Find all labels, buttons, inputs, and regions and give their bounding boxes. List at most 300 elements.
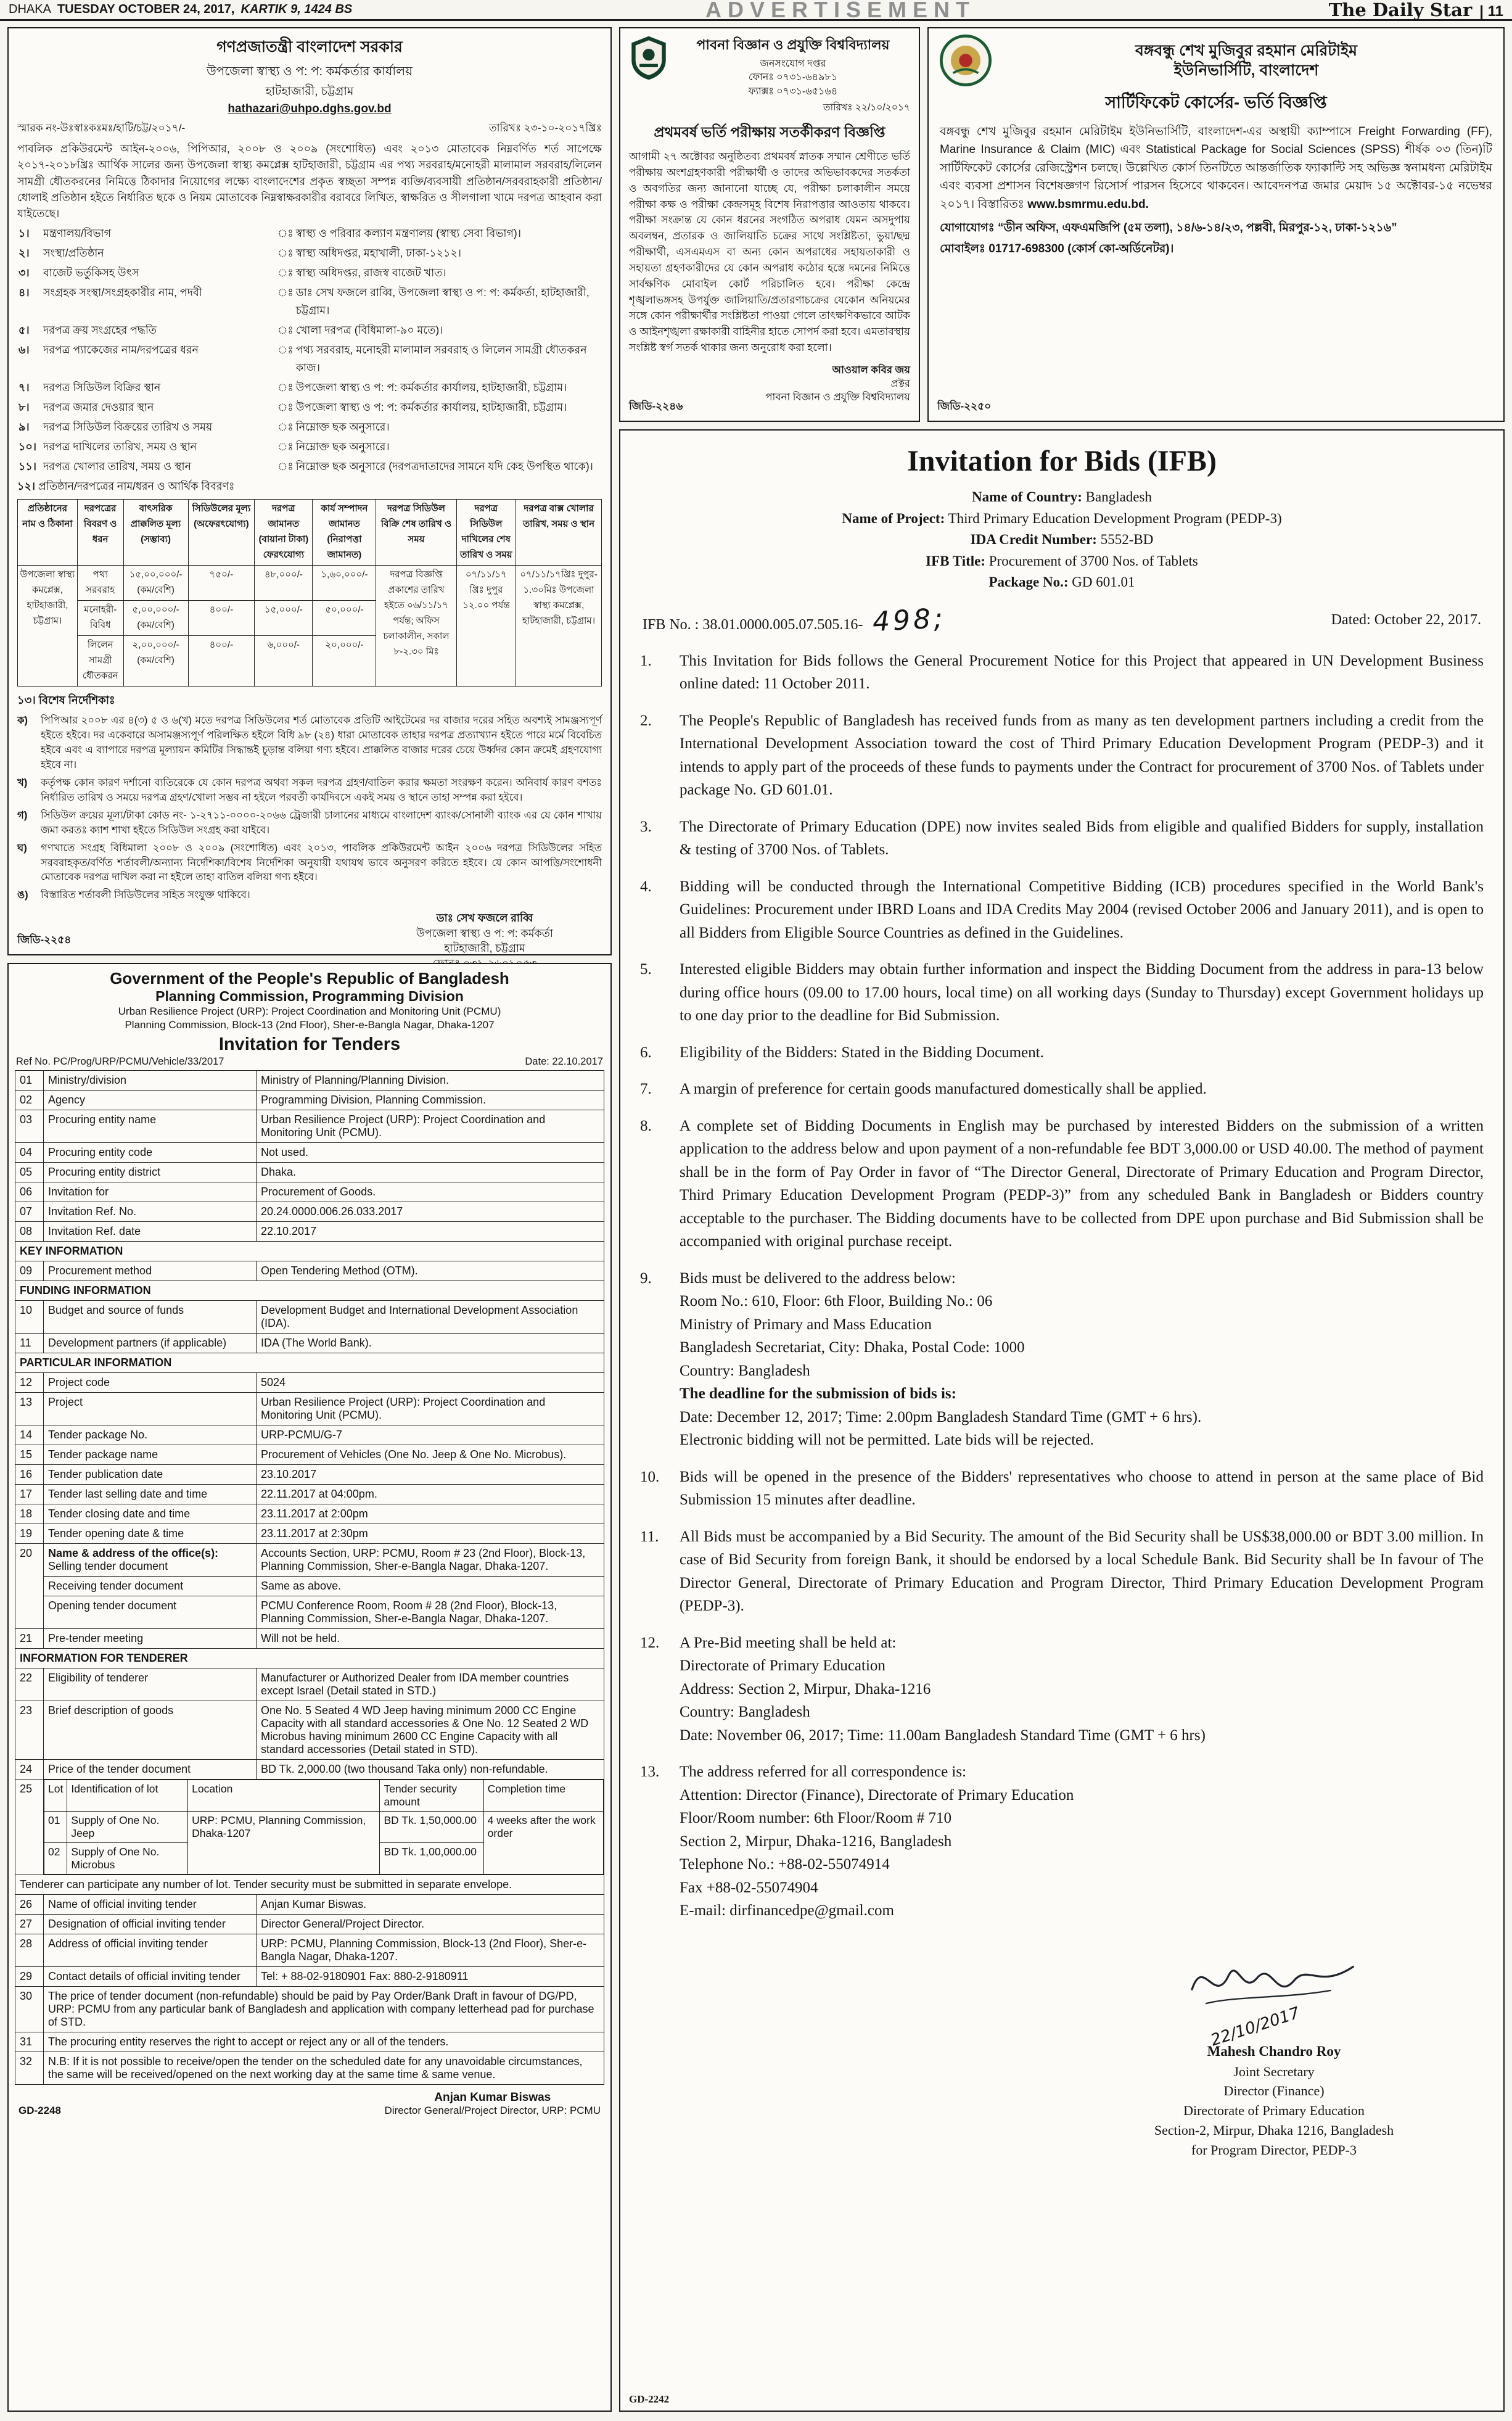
lot-location: URP: PCMU, Planning Commission, Dhaka-1207 bbox=[188, 1812, 380, 1875]
page-number: | 11 bbox=[1479, 2, 1503, 20]
signatory-line: উপজেলা স্বাস্থ্য ও প: প: কর্মকর্তা bbox=[416, 926, 553, 939]
row-number: 27 bbox=[15, 1915, 44, 1934]
signatory-name: আওয়াল কবির জয় bbox=[832, 364, 910, 376]
notice-title: সার্টিফিকেট কোর্সের- ভর্তি বিজ্ঞপ্তি bbox=[1105, 93, 1327, 112]
bsmrmu-header-text bbox=[1000, 41, 1492, 81]
row-label: Tender closing date and time bbox=[44, 1504, 257, 1524]
list-item bbox=[17, 225, 602, 244]
lot-ident: Supply of One No. Microbus bbox=[67, 1843, 188, 1875]
list-item bbox=[17, 438, 602, 458]
row-label: Designation of official inviting tender bbox=[44, 1915, 257, 1934]
offices-label: Name & address of the office(s): bbox=[48, 1547, 219, 1560]
meta-value: 5552-BD bbox=[1100, 532, 1154, 547]
row-value: Urban Resilience Project (URP): Project Coordination and Monitoring Unit (PCMU). bbox=[257, 1110, 604, 1143]
row-label: Tender opening date & time bbox=[44, 1524, 257, 1544]
column-header: বাৎসরিক প্রাক্কলিত মূল্য (সম্ভাব্য) bbox=[123, 500, 188, 566]
row-value: 23.11.2017 at 2:00pm bbox=[257, 1504, 604, 1524]
notice-body bbox=[940, 123, 1492, 213]
table-row bbox=[15, 1425, 604, 1445]
signatory-line: Joint Secretary bbox=[1233, 2063, 1315, 2079]
invitation-for-tenders bbox=[7, 963, 612, 2412]
signatory-name: ডাঃ সেখ ফজলে রাব্বি bbox=[436, 912, 533, 925]
paragraph-number: 11. bbox=[640, 1528, 659, 1545]
row-number: 01 bbox=[15, 1071, 44, 1091]
paper-name: The Daily Star bbox=[1328, 0, 1473, 20]
note-text: পিপিআর ২০০৮ এর ৪(৩) ৫ ও ৬(খ) মতে দরপত্র সিডিউলের শর্ত মোতাবেক প্রতিটি আইটেমের দর বাজার দরের সহিত অবশ্যই সামঞ্জস্যপূর্ণ হইতে হইবে। দর একেবারে অসামঞ্জস্যপূর্ণ পরিলক্ষিত হইলে বিধি ৯৮ (২৪) ধারা মোতাবেক তাহার দরপত্র প্রত্যাখ্যান হইতে পারে মর্মে বিবেচিত হইবে এবং এ ব্যাপারে দরপত্র মূল্যায়ন কমিটির সিদ্ধান্তই চূড়ান্ত বলিয়া গণ্য হইবে। প্রাক্কলিত বাজার দরের চেয়ে উর্ধ্বদর কোন ক্রমেই গ্রহণযোগ্য হইবে না। bbox=[41, 715, 602, 771]
column-header: Lot bbox=[44, 1780, 67, 1812]
row-value: Programming Division, Planning Commission. bbox=[257, 1091, 604, 1110]
row-label: Tender publication date bbox=[44, 1465, 257, 1485]
table-row bbox=[15, 1222, 604, 1242]
row-label: Contact details of official inviting tender bbox=[44, 1967, 257, 1987]
advertisement-banner: ADVERTISEMENT bbox=[705, 0, 976, 22]
hathazari-tender-notice bbox=[7, 27, 612, 955]
column-header: Completion time bbox=[483, 1780, 603, 1812]
tender-schedule-table bbox=[17, 499, 602, 687]
officials-rows bbox=[15, 1895, 604, 1987]
schedule-header-row bbox=[18, 500, 602, 566]
item-label: দরপত্র ক্রয় সংগ্রহের পদ্ধতি bbox=[43, 323, 157, 336]
row-value: Tel: + 88-02-9180901 Fax: 880-2-9180911 bbox=[257, 1967, 604, 1987]
paragraph-text: The Directorate of Primary Education (DPE) now invites sealed Bids from eligible and qualified Bidders for supply, installation & testing of 3700 Nos. of Tablets. bbox=[680, 818, 1484, 858]
table-row bbox=[15, 1445, 604, 1465]
item-number: ৮। bbox=[18, 400, 30, 413]
paragraph-text: This Invitation for Bids follows the General Procurement Notice for this Project that appeared in UN Development Business online dated: 11 October 2011. bbox=[680, 652, 1484, 692]
bsmrmu-header bbox=[940, 35, 1492, 86]
section-title: Invitation for Tenders bbox=[218, 1034, 401, 1055]
address-line: Country: Bangladesh bbox=[680, 1704, 810, 1720]
column-header: কার্য সম্পাদন জামানত (নিরাপত্তা জামানত) bbox=[313, 500, 376, 566]
section-header-row bbox=[15, 1281, 604, 1301]
deadline-line: Electronic bidding will not be permitted. Late bids will be rejected. bbox=[680, 1432, 1095, 1448]
row-number: 06 bbox=[15, 1182, 44, 1202]
row-number: 31 bbox=[15, 2032, 44, 2052]
row-label: Agency bbox=[44, 1091, 257, 1110]
paragraph bbox=[640, 1466, 1484, 1512]
tenderer-info-rows bbox=[15, 1668, 604, 1780]
item-number: ৩। bbox=[18, 266, 30, 279]
contact-address: “ডীন অফিস, এফএমজিপি (৫ম তলা), ১৪/৬-১৪/২৩, পল্লবী, মিরপুর-১২, ঢাকা-১২১৬” bbox=[998, 221, 1397, 235]
table-row bbox=[15, 1544, 604, 1577]
item-value: পথ্য সরবরাহ, মনোহরী মালামাল সরবরাহ ও লিলেন সামগ্রী ধৌতকরন কাজ। bbox=[295, 343, 587, 374]
list-item bbox=[17, 341, 602, 379]
section-header-row bbox=[15, 1353, 604, 1373]
row-number: 30 bbox=[15, 1987, 44, 2032]
row-number: 19 bbox=[15, 1524, 44, 1544]
item-number: ১১। bbox=[18, 460, 36, 472]
paragraph-text: Interested eligible Bidders may obtain further information and inspect the Bidding Document from the address in para-13 below during office hours (09.00 to 17.00 hours, local time) on all working days (Sunday to Thursday) except Government holidays up to one day prior to the deadline for Bid Submission. bbox=[680, 961, 1484, 1024]
row-label: Tender package name bbox=[44, 1445, 257, 1465]
notice-body: আগামী ২৭ অক্টোবর অনুষ্ঠিতব্য প্রথমবর্ষ স্নাতক সম্মান শ্রেণীতে ভর্তি পরীক্ষায় অংশগ্রহণকারী পরীক্ষার্থী ও তাদের অভিভাবকদের সতর্কতা ও অবগতির জন্য জানানো যাচ্ছে যে, পরীক্ষা চলাকালীন সময়ে পরীক্ষা কক্ষ ও পরীক্ষা কেন্দ্রসমূহ বিশেষ নিরাপত্তার আওতায় থাকবে। পরীক্ষা সংক্রান্ত যে কোন ধরনের সংগঠিত অপরাধ যেমন অসদুপায় অবলম্বন, প্রতারক ও জালিয়াতি চক্রের সাথে সংশ্লিষ্টতা, ভুয়া/ছদ্ম পরীক্ষার্থী, এসএমএস বা অন্য কোন অপরাধের সহায়তাকারী ও সহায়তা গ্রহণকারীদের যে কোন অপরাধ কঠোর হস্তে দমনের নিমিত্তে সার্বক্ষণিক মোবাইল কোর্ট পরিচালিত হবে। পরীক্ষা কেন্দ্রে শৃঙ্খলাভঙ্গসহ উপর্যুক্ত জালিয়াতি/প্রতারণাচক্রের যেকোন অনিয়মের সঙ্গে কোন পরীক্ষার্থীর সংশ্লিষ্টতা পাওয়া গেলে তাৎক্ষণিকভাবে আটক ও আইনশৃঙ্খলা রক্ষাকারী বাহিনীর হাতে সোপর্দ করা হবে। এমতাবস্থায় সংশ্লিষ্ট স্বর্গ সতর্ক থাকার জন্য অনুরোধ করা হলো। bbox=[629, 151, 910, 354]
row-value: 20.24.0000.006.26.033.2017 bbox=[257, 1202, 604, 1222]
item-number: ৬। bbox=[18, 343, 30, 356]
column-header: দরপত্র বাক্স খোলার তারিখ, সময় ও স্থান bbox=[516, 500, 602, 566]
table-row bbox=[15, 1780, 604, 1875]
sell-last-cell: দরপত্র বিজ্ঞপ্তি প্রকাশের তারিখ হইতে ০৬/১১/১৭ পর্যন্ত; অফিস চলাকালীন, সকাল ৮-২.৩০ মিঃ bbox=[376, 566, 456, 687]
row-number: 11 bbox=[15, 1334, 44, 1353]
row-value: URP-PCMU/G-7 bbox=[257, 1425, 604, 1445]
section-header: KEY INFORMATION bbox=[15, 1242, 604, 1261]
row-number: 32 bbox=[15, 2052, 44, 2085]
signatory-line: Director (Finance) bbox=[1223, 2083, 1325, 2099]
item-separator: ঃ bbox=[277, 440, 294, 453]
org-cell: উপজেলা স্বাস্থ্য কমপ্লেক্স, হাটহাজারী, চট্টগ্রাম। bbox=[18, 566, 78, 687]
table-row bbox=[15, 1485, 604, 1504]
note-letter: খ) bbox=[17, 777, 28, 788]
row-number: 15 bbox=[15, 1445, 44, 1465]
row-number: 14 bbox=[15, 1425, 44, 1445]
signatory-name: Anjan Kumar Biswas bbox=[434, 2091, 551, 2105]
pabna-university-notice bbox=[619, 27, 920, 422]
meta-label: Name of Country: bbox=[972, 489, 1082, 505]
cell: মনোহরী-বিবিধ bbox=[77, 601, 123, 636]
meta-line bbox=[640, 487, 1484, 508]
table-row bbox=[15, 1163, 604, 1182]
item-label: সংস্থা/প্রতিষ্ঠান bbox=[43, 246, 104, 259]
item-separator: ঃ bbox=[277, 400, 294, 413]
row-number: 12 bbox=[15, 1373, 44, 1393]
reference-line bbox=[16, 1056, 603, 1068]
column-header: Identification of lot bbox=[67, 1780, 188, 1812]
row-number: 07 bbox=[15, 1202, 44, 1222]
signature-block bbox=[374, 910, 596, 971]
signature-block bbox=[385, 2091, 601, 2117]
item-number: ৫। bbox=[18, 323, 30, 336]
list-item bbox=[17, 264, 602, 284]
table-row bbox=[15, 2052, 604, 2085]
memo-line bbox=[17, 120, 602, 138]
cell: লিলেন সামগ্রী ধৌতকরন bbox=[77, 636, 123, 687]
item-value: নিম্নোক্ত ছক অনুসারে। bbox=[295, 440, 390, 453]
lots-header-row bbox=[44, 1780, 604, 1812]
address-line: Directorate of Primary Education bbox=[680, 1657, 885, 1674]
office-email: hathazari@uhpo.dghs.gov.bd bbox=[228, 102, 392, 115]
lot-number: 02 bbox=[44, 1843, 67, 1875]
prebid-meeting-address bbox=[640, 1654, 1484, 1747]
cell: ৪০০/- bbox=[188, 636, 255, 687]
row-number: 08 bbox=[15, 1222, 44, 1242]
row-number: 04 bbox=[15, 1143, 44, 1163]
row-value: 5024 bbox=[257, 1373, 604, 1393]
paragraph-number: 6. bbox=[640, 1044, 652, 1061]
phone-line: ফোনঃ ০৭৩১-৬৪৯৮১ bbox=[748, 72, 838, 83]
item-separator: ঃ bbox=[277, 226, 294, 239]
column-header: সিডিউলের মূল্য (অফেরৎযোগ্য) bbox=[188, 500, 255, 566]
table-row bbox=[15, 1301, 604, 1334]
section-header: PARTICULAR INFORMATION bbox=[15, 1353, 604, 1373]
website-link: www.bsmrmu.edu.bd. bbox=[1027, 197, 1149, 211]
paragraph bbox=[640, 1525, 1484, 1618]
row-label: Project bbox=[44, 1393, 257, 1425]
paragraph-text: Eligibility of the Bidders: Stated in the Bidding Document. bbox=[680, 1044, 1044, 1061]
special-note bbox=[17, 714, 602, 773]
cell: ৬,০০০/- bbox=[255, 636, 313, 687]
row-value: Open Tendering Method (OTM). bbox=[257, 1261, 604, 1281]
table-row bbox=[15, 1524, 604, 1544]
table-row bbox=[15, 1577, 604, 1596]
row-label: Ministry/division bbox=[44, 1071, 257, 1091]
item-value: নিম্নোক্ত ছক অনুসারে। bbox=[295, 420, 390, 433]
university-name-line2: ইউনিভার্সিটি, বাংলাদেশ bbox=[1173, 62, 1319, 79]
meta-value: GD 601.01 bbox=[1072, 574, 1135, 590]
note-text: গণখাতে সংগ্রহ বিধিমালা ২০০৮ ও ২০০৯ (সংশোধিত) এবং ২০১৩, পাবলিক প্রকিউরমেন্ট আইন ২০০৬ দরপত্র সিডিউলের সহিত সরবরাহকৃত/বর্ণিত শর্তাবলী/অন্যান্য নির্দেশিকা/বিশেষ নির্দেশিকা অনুযায়ী যথাযথ ভাবে অনুসরণ করিতে হইবে। যে কোন আপত্তি/সংশোধনী মোতাবেক দরপত্র দাখিল করা না হইলে তাহা বাতিল বলিয়া গণ্য হইবে। bbox=[41, 842, 602, 883]
meta-value: Procurement of 3700 Nos. of Tablets bbox=[988, 553, 1198, 569]
row-value: Procurement of Vehicles (One No. Jeep & One No. Microbus). bbox=[257, 1445, 604, 1465]
masthead bbox=[0, 0, 1512, 21]
row-label: Invitation Ref. No. bbox=[44, 1202, 257, 1222]
notice-body-text: বঙ্গবন্ধু শেখ মুজিবুর রহমান মেরিটাইম ইউনিভার্সিটি, বাংলাদেশ-এর অস্থায়ী ক্যাম্পাসে Freight Forwarding (FF), Marine Insurance & Claim (MIC) এবং Statistical Package for Social Sciences (SPSS) শীর্ষক ০৩ (তিন)টি সার্টিফিকেট কোর্সের রেজিস্ট্রেশন চলছে। উল্লেখিত কোর্স তিনটিতে আন্তর্জাতিক ফ্যাকাল্টি সহ অভিজ্ঞ স্বনামধন্য মেরিটাইম এবং ব্যবসা প্রশাসন বিশেষজ্ঞগণ রিসোর্স পারসন হিসেবে থাকবেন। আবেদনপত্র জমার মেয়াদ ১৫ অক্টোবর-১৫ নভেম্বর ২০১৭। বিস্তারিতঃ bbox=[940, 125, 1492, 211]
paragraph-number: 4. bbox=[640, 878, 652, 895]
address-line: E-mail: dirfinancedpe@gmail.com bbox=[680, 1902, 894, 1919]
row-label: Development partners (if applicable) bbox=[44, 1334, 257, 1353]
signature-date: 22/10/2017 bbox=[1208, 2003, 1302, 2050]
signatory-lines bbox=[1101, 2062, 1447, 2160]
row-label: Eligibility of tenderer bbox=[44, 1668, 257, 1701]
note-text: কর্তৃপক্ষ কোন কারণ দর্শানো ব্যতিরেকে যে কোন দরপত্র অথবা সকল দরপত্র গ্রহণ/বাতিল করার ক্ষমতা সংরক্ষণ করেন। অনিবার্য কারণ বশতঃ নির্ধারিত তারিখ ও সময়ে দরপত্র গ্রহণ/খোলা সম্ভব না হইলে পরবর্তী কার্যদিবসে একই সময় ও স্থানে তাহা সম্পন্ন করা হইবে। bbox=[41, 777, 602, 803]
row-value: BD Tk. 2,000.00 (two thousand Taka only) non-refundable. bbox=[257, 1760, 604, 1780]
row-number: 29 bbox=[15, 1967, 44, 1987]
bid-delivery-address bbox=[640, 1290, 1484, 1382]
table-row bbox=[15, 1393, 604, 1425]
table-row bbox=[15, 1629, 604, 1649]
govt-title: Government of the People's Republic of Bangladesh bbox=[110, 969, 509, 988]
paragraph bbox=[640, 815, 1484, 862]
item-label: দরপত্র জমার দেওয়ার স্থান bbox=[43, 400, 154, 413]
table-row bbox=[18, 566, 602, 601]
masthead-dateline bbox=[9, 2, 352, 17]
paragraph-text: A Pre-Bid meeting shall be held at: bbox=[680, 1634, 897, 1651]
list-item-12 bbox=[17, 479, 602, 497]
meta-line bbox=[640, 572, 1484, 593]
row-value: 23.10.2017 bbox=[257, 1465, 604, 1485]
meta-label: Name of Project: bbox=[842, 510, 945, 526]
item-label: সংগ্রহক সংস্থা/সংগ্রহকারীর নাম, পদবী bbox=[43, 286, 202, 299]
general-info-rows bbox=[15, 1071, 604, 1242]
item-separator: ঃ bbox=[277, 381, 294, 394]
lots-note: Tenderer can participate any number of lot. Tender security must be submitted in separate envelope. bbox=[15, 1875, 604, 1895]
item-value: স্বাস্থ্য ও পরিবার কল্যাণ মন্ত্রণালয় (স্বাস্থ্য সেবা বিভাগ)। bbox=[295, 226, 521, 239]
paragraph-number: 10. bbox=[640, 1468, 660, 1485]
deadline-heading: The deadline for the submission of bids is: bbox=[680, 1385, 956, 1402]
invitation-for-bids bbox=[619, 429, 1505, 2412]
column-header: প্রতিষ্ঠানের নাম ও ঠিকানা bbox=[18, 500, 78, 566]
row-value: 23.11.2017 at 2:30pm bbox=[257, 1524, 604, 1544]
submit-last-cell: ০৭/১১/১৭ খ্রিঃ দুপুর ১২.০০ পর্যন্ত bbox=[456, 566, 516, 687]
paragraph-number: 2. bbox=[640, 712, 652, 729]
cell: ৫০,০০০/- bbox=[313, 601, 376, 636]
note-letter: ঘ) bbox=[17, 842, 27, 854]
bsmrmu-logo bbox=[940, 35, 992, 86]
table-row bbox=[15, 1596, 604, 1629]
item-label: মন্ত্রণালয়/বিভাগ bbox=[43, 226, 112, 239]
note-letter: গ) bbox=[17, 809, 28, 821]
row-label: Tender package No. bbox=[44, 1425, 257, 1445]
deadline-line: Date: December 12, 2017; Time: 2.00pm Bangladesh Standard Time (GMT + 6 hrs). bbox=[680, 1408, 1202, 1425]
row-value: Same as above. bbox=[257, 1577, 604, 1596]
cell: ৪০০/- bbox=[188, 601, 255, 636]
paragraph-text: All Bids must be accompanied by a Bid Security. The amount of the Bid Security shall be US$38,000.00 or BDT 3.00 million. In case of Bid Security from foreign Bank, it should be endorsed by a local Schedule Bank. Bid Security shall be In favour of The Director General, Directorate of Primary Education and Program Director, Third Primary Education Development Program (PEDP-3). bbox=[680, 1528, 1484, 1614]
fax-line: ফ্যাক্সঃ ০৭৩১-৬৫১৬৪ bbox=[748, 86, 838, 97]
meta-label: IDA Credit Number: bbox=[970, 532, 1097, 547]
row-number: 18 bbox=[15, 1504, 44, 1524]
ifb-paragraphs-1 bbox=[640, 650, 1484, 1253]
section-header: INFORMATION FOR TENDERER bbox=[15, 1649, 604, 1668]
university-name-line1: বঙ্গবন্ধু শেখ মুজিবুর রহমান মেরিটাইম bbox=[1135, 41, 1358, 59]
notice-intro: পাবলিক প্রকিউরমেন্ট আইন-২০০৬, পিপিআর, ২০০৮ ও ২০০৯ (সংশোধিত) এবং ২০১৩ মোতাবেক নিম্নবর্ণিত শর্ত সাপেক্ষে ২০১৭-২০১৮খ্রিঃ আর্থিক সালের জন্য উপজেলা স্বাস্থ্য কমপ্লেক্স হাটহাজারী, চট্টগ্রাম এর পথ্য সরবরাহ/মনোহরী মালামাল সরবরাহ/লিলেন সামগ্রী ধৌতকরনের নিমিত্তে ঠিকাদার নিয়োগের লক্ষ্যে বাংলাদেশের প্রকৃত স্বচ্ছতা সম্পন্ন ব্যক্তি/ব্যবসায়ী প্রতিষ্ঠান/সরবরাহকারী প্রতিষ্ঠান/ধোলাই প্রতিষ্ঠান হইতে নির্ধারিত ছকে ও নিয়ম মোতাবেক নিম্নস্বাক্ষরকারীর বরাবরে লিখিত, স্বাক্ষরিত ও সীলগালা খামে দরপত্র আহবান করা যাইতেছে। bbox=[17, 142, 602, 220]
memo-number: স্মারক নং-উঃস্বাঃকঃমঃ/হাটি/চট্ট/২০১৭/- bbox=[17, 122, 186, 134]
table-row bbox=[15, 1668, 604, 1701]
item-label: বিশেষ নির্দেশিকাঃ bbox=[38, 694, 115, 707]
funding-info-rows bbox=[15, 1301, 604, 1353]
row-number: 13 bbox=[15, 1393, 44, 1425]
bengali-date-label: KARTIK 9, 1424 BS bbox=[240, 2, 353, 16]
column-header: Location bbox=[188, 1780, 380, 1812]
paragraph bbox=[640, 709, 1484, 802]
correspondence-address bbox=[640, 1784, 1484, 1923]
paragraph bbox=[640, 1267, 1484, 1290]
list-item bbox=[17, 418, 602, 438]
paragraph-text: Bidding will be conducted through the International Competitive Bidding (ICB) procedures specified in the World Bank's Guidelines: Procurement under IBRD Loans and IDA Credits May 2004 (revised October 2006 and January 2011), and is open to all Bidders from Eligible Source Countries as defined in the Guidelines. bbox=[680, 878, 1484, 941]
notice-title: প্রথমবর্ষ ভর্তি পরীক্ষায় সতর্কীকরণ বিজ্ঞপ্তি bbox=[654, 124, 885, 141]
meta-line bbox=[640, 529, 1484, 551]
item-number: ৭। bbox=[18, 381, 30, 394]
row-label: Pre-tender meeting bbox=[44, 1629, 257, 1649]
department-name: জনসংযোগ দপ্তর bbox=[760, 59, 826, 69]
item-separator: ঃ bbox=[277, 420, 294, 433]
cell: ১,৬০,০০০/- bbox=[313, 566, 376, 601]
contact-block bbox=[940, 220, 1492, 237]
item-label: দরপত্র সিডিউল বিক্রির স্থান bbox=[43, 381, 161, 394]
cell: ৭৫০/- bbox=[188, 566, 255, 601]
special-notes bbox=[17, 714, 602, 903]
sub-label: Opening tender document bbox=[44, 1596, 257, 1629]
row-label: Procuring entity name bbox=[44, 1110, 257, 1143]
row-number: 10 bbox=[15, 1301, 44, 1334]
project-subtitle: Urban Resilience Project (URP): Project Coordination and Monitoring Unit (PCMU) bbox=[118, 1005, 501, 1017]
meta-label: Package No.: bbox=[988, 574, 1069, 590]
row-label: Name of official inviting tender bbox=[44, 1895, 257, 1915]
office-name: উপজেলা স্বাস্থ্য ও প: প: কর্মকর্তার কার্যালয় bbox=[207, 65, 413, 78]
tender-footer bbox=[15, 2091, 604, 2117]
paragraph-number: 3. bbox=[640, 818, 652, 835]
lots-table bbox=[44, 1780, 604, 1875]
section-header-row bbox=[15, 1242, 604, 1261]
table-row bbox=[15, 1895, 604, 1915]
row-value: PCMU Conference Room, Room # 28 (2nd Floor), Block-13, Planning Commission, Sher-e-Bangla Nagar, Dhaka-1207. bbox=[257, 1596, 604, 1629]
paragraph-text: A margin of preference for certain goods manufactured domestically shall be applied. bbox=[680, 1081, 1207, 1097]
address-line: Address: Section 2, Mirpur, Dhaka-1216 bbox=[680, 1680, 931, 1697]
section-header: FUNDING INFORMATION bbox=[15, 1281, 604, 1301]
special-note bbox=[17, 888, 602, 903]
top-right-row bbox=[619, 27, 1505, 422]
item-label: দরপত্র সিডিউল বিক্রয়ের তারিখ ও সময় bbox=[43, 420, 213, 433]
row-number: 22 bbox=[15, 1668, 44, 1701]
lot-security: BD Tk. 1,50,000.00 bbox=[380, 1812, 483, 1843]
deadline-lines bbox=[640, 1406, 1484, 1452]
division-title: Planning Commission, Programming Division bbox=[155, 988, 464, 1004]
footnote-rows bbox=[15, 1987, 604, 2085]
row-label: Procuring entity code bbox=[44, 1143, 257, 1163]
ifb-paragraphs-2 bbox=[640, 1466, 1484, 1618]
item-separator: ঃ bbox=[277, 460, 294, 472]
ifb-number bbox=[643, 604, 952, 636]
table-row bbox=[15, 1915, 604, 1934]
address-subtitle: Planning Commission, Block-13 (2nd Floor), Sher-e-Bangla Nagar, Dhaka-1207 bbox=[125, 1019, 495, 1031]
item-separator: ঃ bbox=[277, 286, 294, 299]
ref-date: Date: 22.10.2017 bbox=[525, 1056, 603, 1068]
handwritten-signature bbox=[1172, 1950, 1376, 2018]
signature-block bbox=[1101, 1950, 1447, 2160]
row-label: Price of the tender document bbox=[44, 1760, 257, 1780]
row-number: 26 bbox=[15, 1895, 44, 1915]
item-value: উপজেলা স্বাস্থ্য ও প: প: কর্মকর্তার কার্যালয়, হাটহাজারী, চট্টগ্রাম। bbox=[295, 400, 567, 413]
date-label: TUESDAY OCTOBER 24, 2017, bbox=[57, 2, 235, 16]
row-text: N.B: If it is not possible to receive/open the tender on the scheduled date for any unavoidable circumstances, the same will be received/opened on the next working day at the same time & same venue. bbox=[44, 2052, 604, 2085]
row-value: Development Budget and International Development Association (IDA). bbox=[257, 1301, 604, 1334]
row-value: 22.11.2017 at 04:00pm. bbox=[257, 1485, 604, 1504]
cell: ১৫,০০০/- bbox=[255, 601, 313, 636]
row-number: 23 bbox=[15, 1701, 44, 1760]
signatory-org: পাবনা বিজ্ঞান ও প্রযুক্তি বিশ্ববিদ্যালয় bbox=[765, 392, 910, 403]
table-row bbox=[15, 1465, 604, 1485]
row-number: 09 bbox=[15, 1261, 44, 1281]
ref-number: Ref No. PC/Prog/URP/PCMU/Vehicle/33/2017 bbox=[16, 1056, 224, 1068]
table-row bbox=[15, 1091, 604, 1110]
special-note bbox=[17, 841, 602, 886]
row-value: Ministry of Planning/Planning Division. bbox=[257, 1071, 604, 1091]
row-label: Tender last selling date and time bbox=[44, 1485, 257, 1504]
meta-line bbox=[640, 551, 1484, 572]
row-value: IDA (The World Bank). bbox=[257, 1334, 604, 1353]
ifb-date: Dated: October 22, 2017. bbox=[1331, 611, 1481, 628]
paragraph bbox=[640, 958, 1484, 1028]
table-row bbox=[15, 1373, 604, 1393]
row-number: 21 bbox=[15, 1629, 44, 1649]
sub-label: Selling tender document bbox=[48, 1560, 168, 1573]
cell: ২০,০০০/- bbox=[313, 636, 376, 687]
lot-completion: 4 weeks after the work order bbox=[483, 1812, 603, 1875]
university-name: পাবনা বিজ্ঞান ও প্রযুক্তি বিশ্ববিদ্যালয় bbox=[696, 37, 890, 52]
particular-info-rows bbox=[15, 1373, 604, 1544]
row-label: Brief description of goods bbox=[44, 1701, 257, 1760]
table-row bbox=[15, 1261, 604, 1281]
ifb-meta-block bbox=[640, 487, 1484, 593]
city-label: DHAKA bbox=[9, 2, 51, 16]
address-line: Floor/Room number: 6th Floor/Room # 710 bbox=[680, 1810, 951, 1826]
note-letter: ঙ) bbox=[17, 889, 28, 901]
lot-ident: Supply of One No. Jeep bbox=[67, 1812, 188, 1843]
meta-value: Bangladesh bbox=[1085, 489, 1152, 505]
cell: পথ্য সরবরাহ bbox=[77, 566, 123, 601]
list-item bbox=[17, 321, 602, 341]
item-number: ১০। bbox=[18, 440, 36, 453]
special-note bbox=[17, 776, 602, 806]
address-line: Attention: Director (Finance), Directorate of Primary Education bbox=[680, 1786, 1074, 1804]
paragraph-text: Bids must be delivered to the address below: bbox=[680, 1269, 956, 1287]
item-separator: ঃ bbox=[277, 323, 294, 336]
office-place: হাটহাজারী, চট্টগ্রাম bbox=[265, 85, 354, 98]
paragraph-text: Bids will be opened in the presence of the Bidders' representatives who choose to attend in person at the same place of Bid Submission 15 minutes after deadline. bbox=[680, 1468, 1484, 1508]
row-number: 17 bbox=[15, 1485, 44, 1504]
row-value: Will not be held. bbox=[257, 1629, 604, 1649]
masthead-paper bbox=[1329, 0, 1503, 20]
item-value: স্বাস্থ্য অধিদপ্তর, মহাখালী, ঢাকা-১২১২। bbox=[295, 246, 462, 259]
notice-info-rows bbox=[17, 225, 602, 477]
gd-number: জিডি-২২৪৬ bbox=[629, 400, 683, 412]
row-label: Address of official inviting tender bbox=[44, 1934, 257, 1967]
gd-number: জিডি-২২৫০ bbox=[937, 400, 992, 412]
note-text: বিস্তারিত শর্তাবলী সিডিউলের সহিত সংযুক্ত থাকিবে। bbox=[41, 889, 250, 901]
